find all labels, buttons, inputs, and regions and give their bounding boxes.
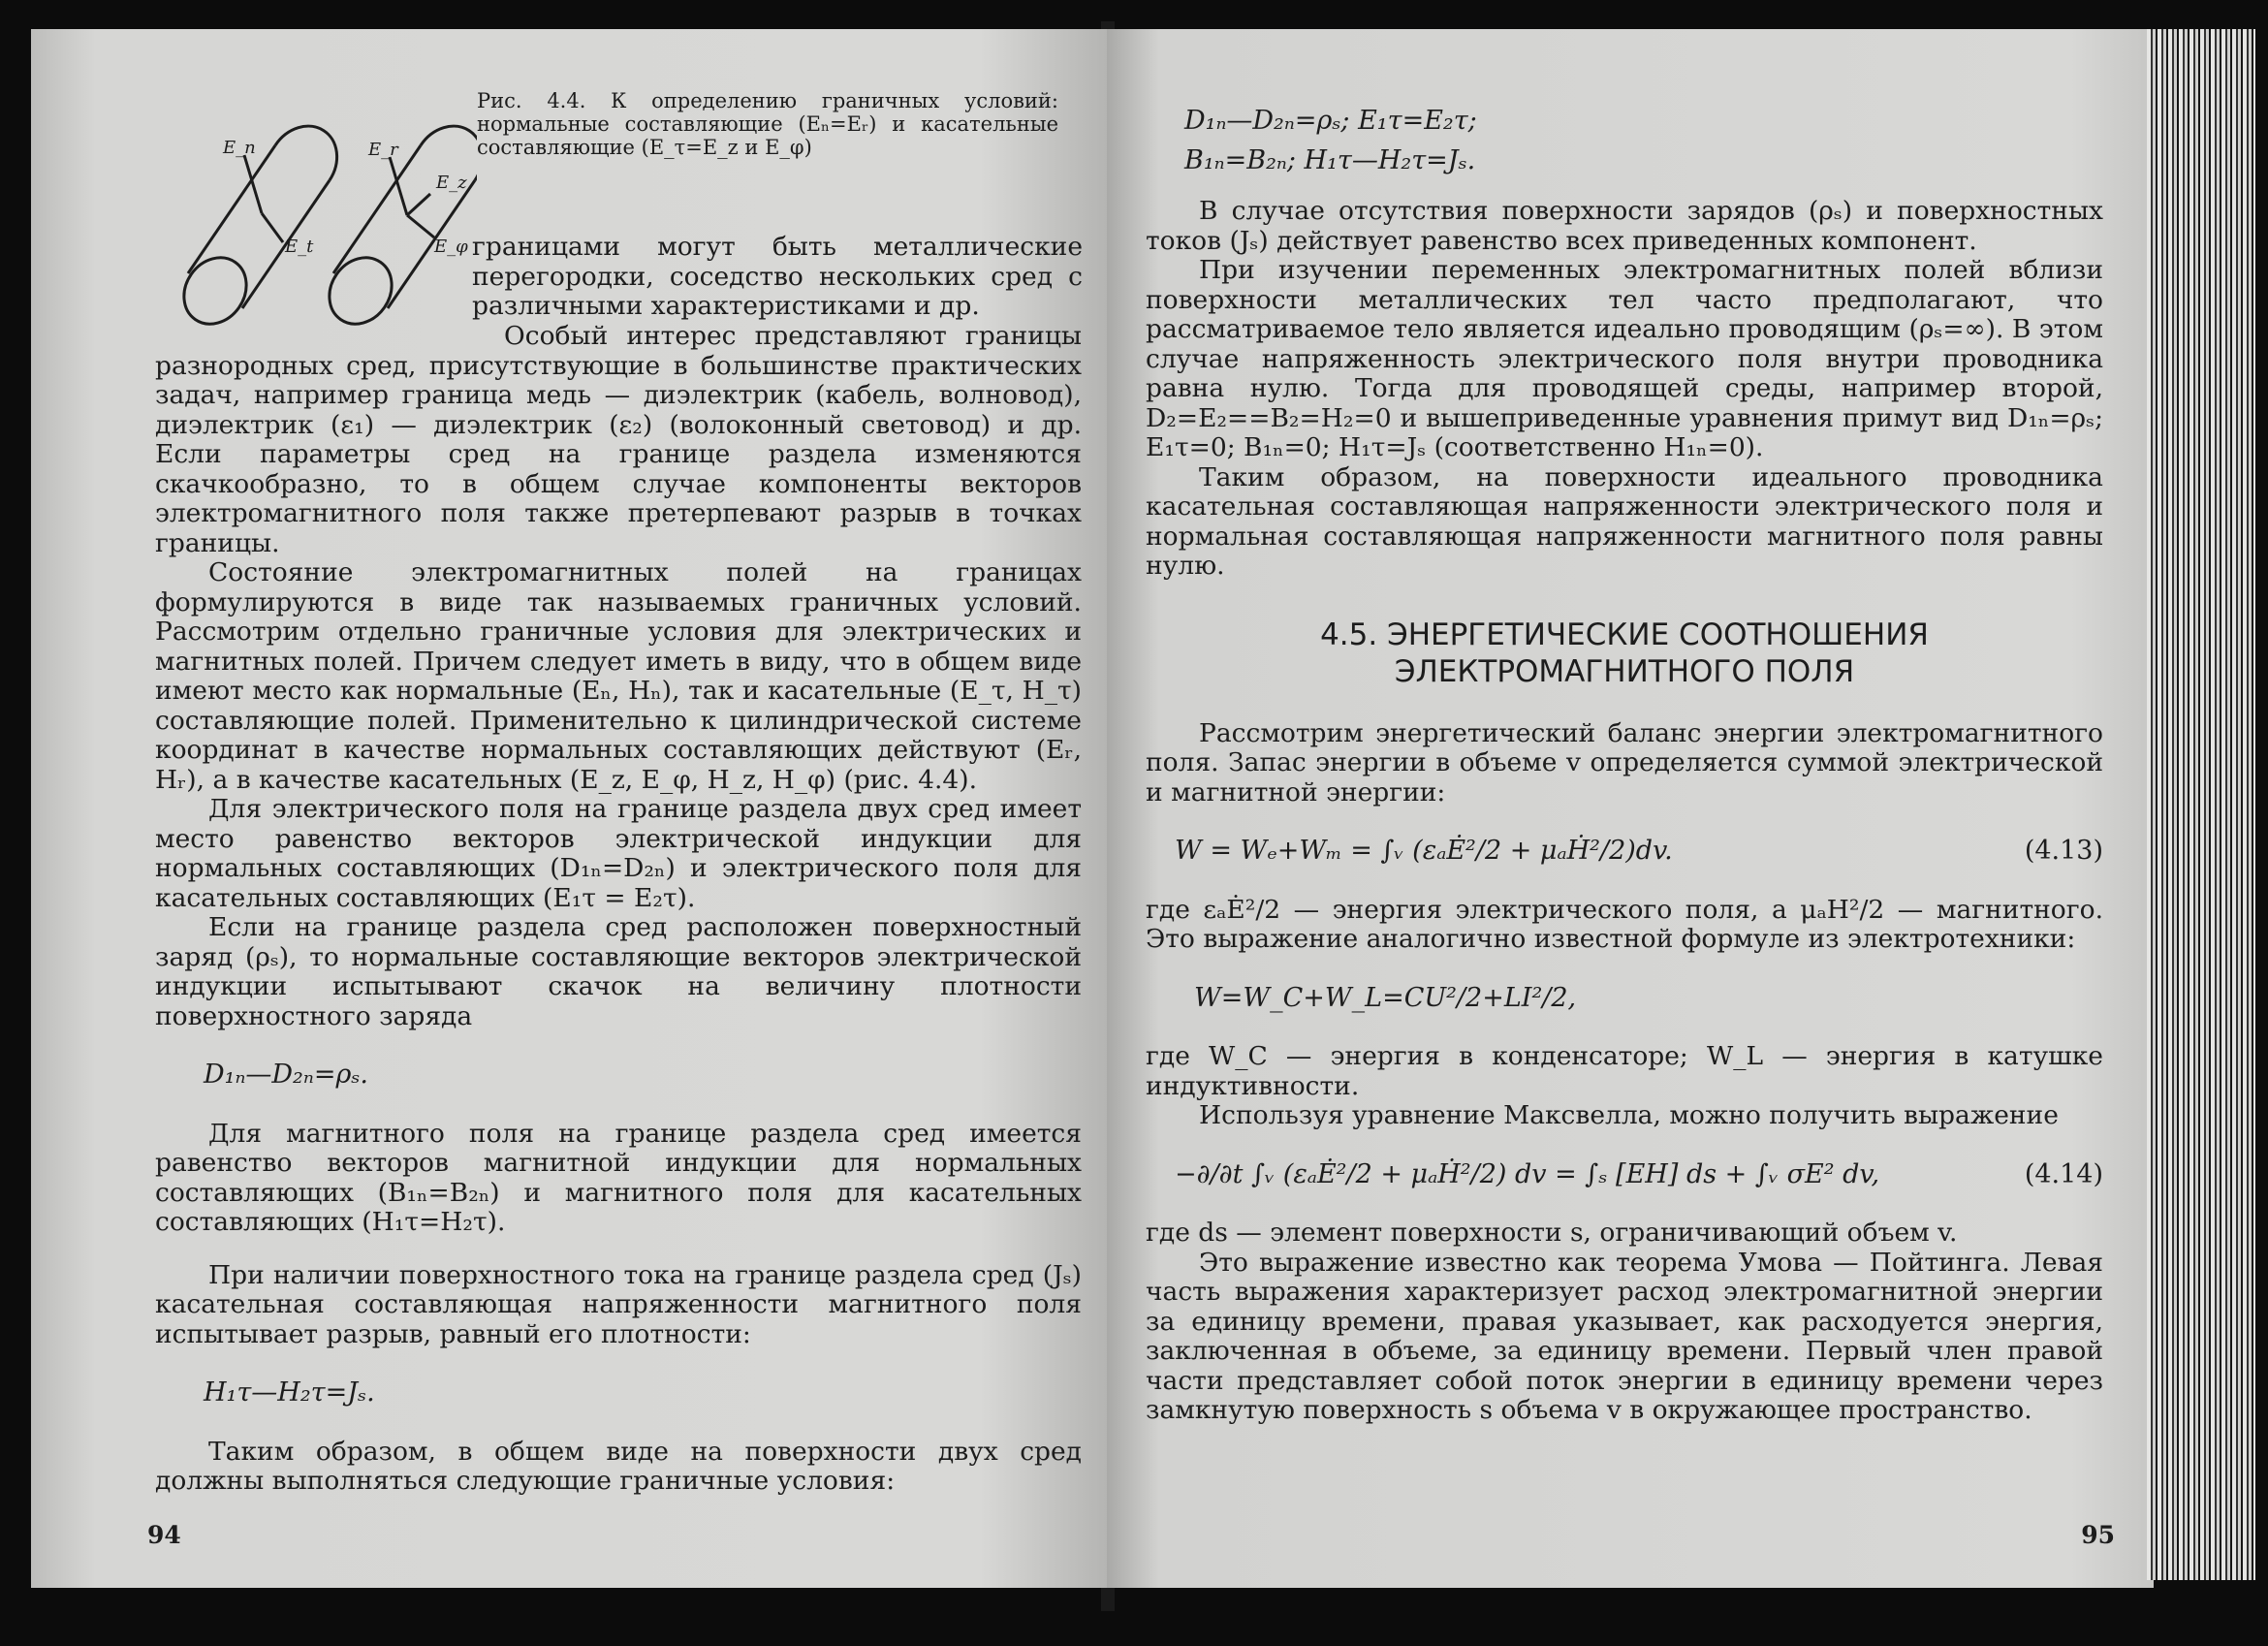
formula-current: H₁τ—H₂τ=Jₛ. bbox=[204, 1377, 375, 1408]
right-body bbox=[1146, 107, 2103, 1426]
equation-4-14 bbox=[1175, 1160, 2103, 1190]
figure-label-er: E_r bbox=[368, 140, 398, 160]
equation-4-14-body: −∂/∂t ∫ᵥ (εₐĖ²/2 + μₐḢ²/2) dv = ∫ₛ [EH] ds + ∫ᵥ σE² dv, bbox=[1175, 1158, 1880, 1189]
heading-line-1: 4.5. ЭНЕРГЕТИЧЕСКИЕ СООТНОШЕНИЯ bbox=[1320, 617, 1929, 652]
wrap-text bbox=[472, 233, 1083, 322]
paragraph-ideal: Таким образом, на поверхности идеального проводника касательная составляющая напряженности электрического поля и нормальная составляющая напряженности магнитного поля равны нулю. bbox=[1146, 461, 2103, 581]
paragraph-umov: Это выражение известно как теорема Умова — Пойтинга. Левая часть выражения характеризует расход электромагнитной энергии за единицу времени, правая указывает, как расходуется энергия, заключенная в объеме, за единицу времени. Первый член правой части представляет собой поток энергии в единицу времени через замкнутую поверхность s объема v в окружающее пространство. bbox=[1146, 1247, 2103, 1425]
paragraph-where-3: где ds — элемент поверхности s, ограничивающий объем v. bbox=[1146, 1218, 1958, 1248]
paragraph-current: При наличии поверхностного тока на границе раздела сред (Jₛ) касательная составляющая напряженности магнитного поля испытывает разрыв, равный его плотности: bbox=[155, 1259, 1082, 1349]
figure-label-en: E_n bbox=[223, 138, 256, 158]
figure-label-ez: E_z bbox=[436, 173, 467, 193]
equation-circuit: W=W_C+W_L=CU²/2+LI²/2, bbox=[1194, 982, 1577, 1013]
figure-cylinders bbox=[167, 107, 477, 349]
paragraph-maxwell: Используя уравнение Максвелла, можно получить выражение bbox=[1199, 1100, 2059, 1130]
section-heading bbox=[1146, 617, 2103, 690]
left-body bbox=[155, 322, 1082, 1497]
right-page bbox=[1107, 29, 2154, 1588]
equation-4-13-body: W = Wₑ+Wₘ = ∫ᵥ (εₐĖ²/2 + μₐḢ²/2)dv. bbox=[1175, 836, 1673, 866]
equation-4-13-number: (4.13) bbox=[2024, 836, 2103, 866]
paragraph-special: Особый интерес представляют границы разнородных сред, присутствующие в большинстве практических задач, например граница медь — диэлектрик (кабель, волновод), диэлектрик (ε₁) — диэлектрик (ε₂) (волоконный световод) и др. Если параметры сред на границе раздела изменяются скачкообразно, то в общем случае компоненты векторов электромагнитного поля также претерпевают разрыв в точках границы. bbox=[155, 321, 1082, 558]
equation-4-14-number: (4.14) bbox=[2024, 1158, 2103, 1189]
page-number-left: 94 bbox=[147, 1521, 181, 1549]
formula-boundary-2: B₁ₙ=B₂ₙ; H₁τ—H₂τ=Jₛ. bbox=[1184, 144, 1476, 175]
paragraph-study: При изучении переменных электромагнитных полей вблизи поверхности металлических тел часто предполагают, что рассматриваемое тело является идеально проводящим (ρₛ=∞). В этом случае напряженность электрического поля внутри проводника равна нулю. Тогда для проводящей среды, например второй, D₂=E₂==B₂=H₂=0 и вышеприведенные уравнения примут вид D₁ₙ=ρₛ; E₁τ=0; B₁ₙ=0; H₁τ=Jₛ (соответственно H₁ₙ=0). bbox=[1146, 255, 2103, 462]
paragraph-where-1: где εₐĖ²/2 — энергия электрического поля, а μₐH²/2 — магнитного. Это выражение аналогично известной формуле из электротехники: bbox=[1146, 894, 2103, 954]
page-number-right: 95 bbox=[2081, 1521, 2115, 1549]
figure-caption: Рис. 4.4. К определению граничных условий: нормальные составляющие (Eₙ=Eᵣ) и касательные составляющие (E_τ=E_z и E_φ) bbox=[477, 89, 1058, 159]
figure-label-ephi: E_φ bbox=[434, 237, 468, 257]
paragraph-wrap: границами могут быть металлические перегородки, соседство нескольких сред с различными характеристиками и др. bbox=[472, 232, 1083, 321]
paragraph-where-2: где W_C — энергия в конденсаторе; W_L — энергия в катушке индуктивности. bbox=[1146, 1041, 2103, 1101]
paragraph-absent: В случае отсутствия поверхности зарядов (ρₛ) и поверхностных токов (Jₛ) действует равенство всех приведенных компонент. bbox=[1146, 196, 2103, 256]
paragraph-electric: Для электрического поля на границе раздела двух сред имеет место равенство векторов электрической индукции для нормальных составляющих (D₁ₙ=D₂ₙ) и электрического поля для касательных составляющих (E₁τ = E₂τ). bbox=[155, 794, 1082, 913]
paragraph-balance: Рассмотрим энергетический баланс энергии электромагнитного поля. Запас энергии в объеме v определяется суммой электрической и магнитной энергии: bbox=[1146, 717, 2103, 807]
left-page bbox=[31, 29, 1109, 1588]
paragraph-charge: Если на границе раздела сред расположен поверхностный заряд (ρₛ), то нормальные составляющие векторов электрической индукции испытывают скачок на величину плотности поверхностного заряда bbox=[155, 912, 1082, 1031]
formula-boundary-1: D₁ₙ—D₂ₙ=ρₛ; E₁τ=E₂τ; bbox=[1184, 106, 1477, 136]
formula-charge: D₁ₙ—D₂ₙ=ρₛ. bbox=[204, 1060, 369, 1090]
paragraph-magnetic: Для магнитного поля на границе раздела сред имеется равенство векторов магнитной индукции для нормальных составляющих (B₁ₙ=B₂ₙ) и магнитного поля для касательных составляющих (H₁τ=H₂τ). bbox=[155, 1118, 1082, 1237]
page-edges bbox=[2147, 29, 2255, 1580]
heading-line-2: ЭЛЕКТРОМАГНИТНОГО ПОЛЯ bbox=[1394, 653, 1855, 689]
equation-4-13 bbox=[1175, 837, 2103, 867]
paragraph-thus: Таким образом, в общем виде на поверхности двух сред должны выполняться следующие граничные условия: bbox=[155, 1436, 1082, 1496]
figure-label-et: E_t bbox=[285, 237, 314, 257]
paragraph-state: Состояние электромагнитных полей на границах формулируются в виде так называемых граничных условий. Рассмотрим отдельно граничные условия для электрических и магнитных полей. Причем следует иметь в виду, что в общем виде имеют место как нормальные (Eₙ, Hₙ), так и касательные (E_τ, H_τ) составляющие полей. Применительно к цилиндрической системе координат в качестве нормальных составляющих действуют (Eᵣ, Hᵣ), а в качестве касательных (E_z, E_φ, H_z, H_φ) (рис. 4.4). bbox=[155, 557, 1082, 795]
